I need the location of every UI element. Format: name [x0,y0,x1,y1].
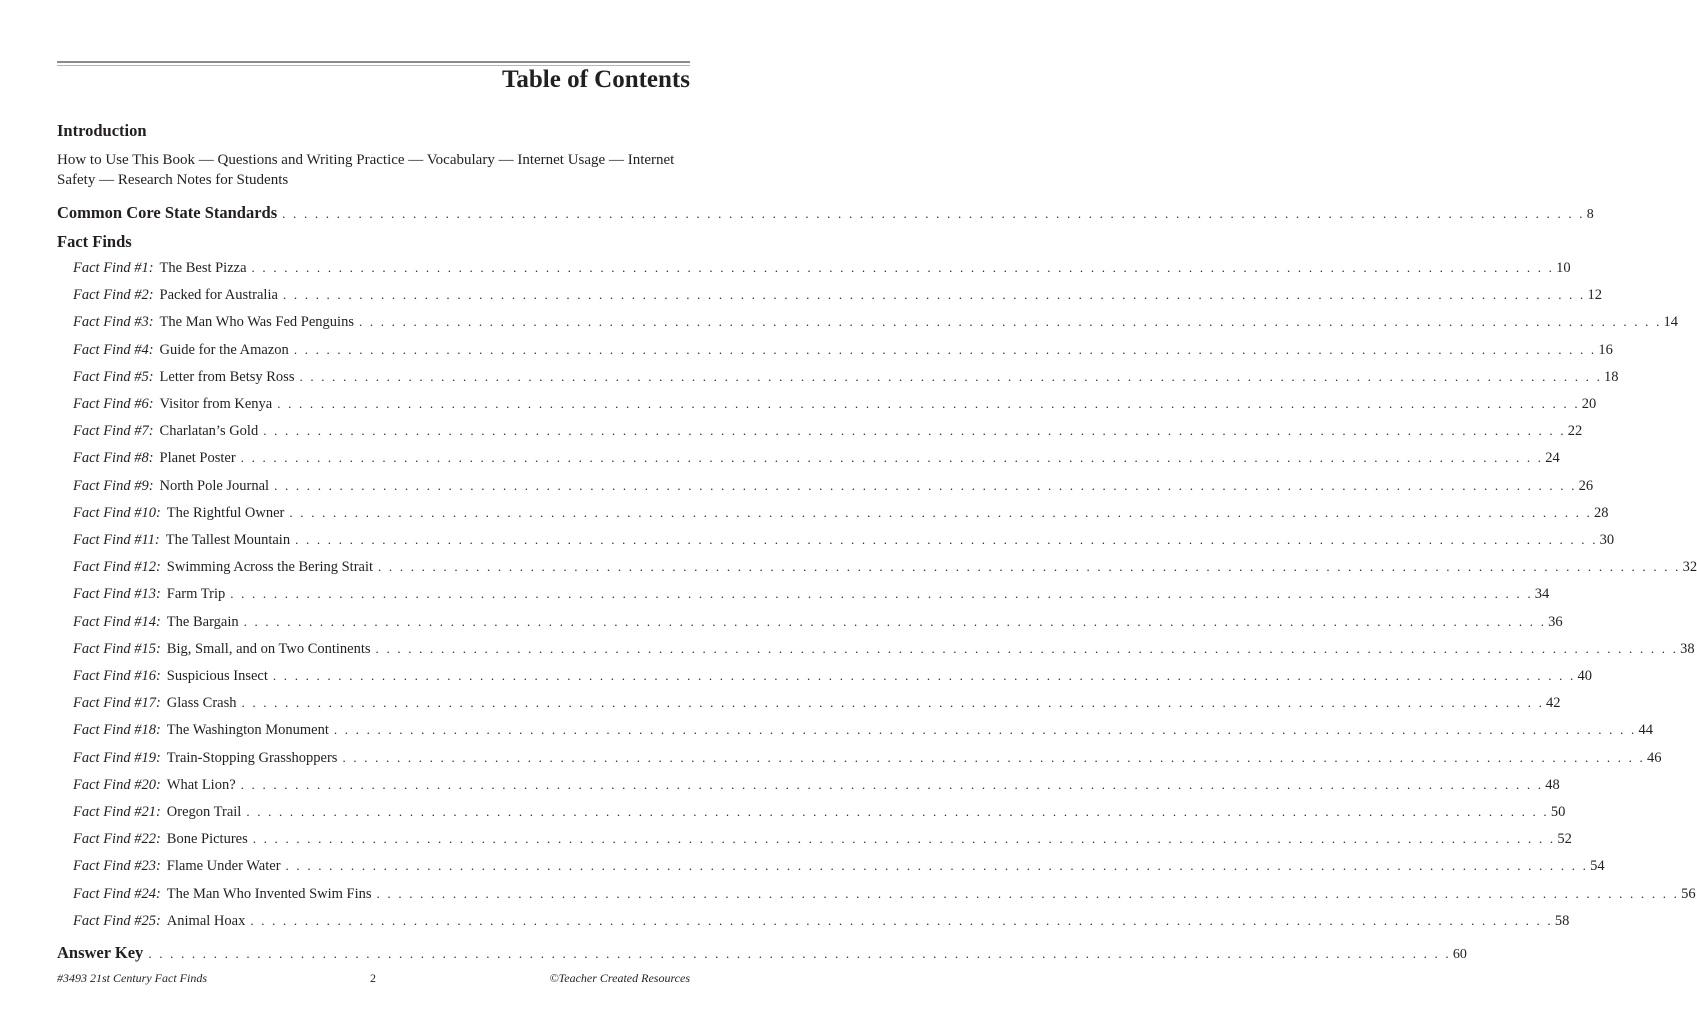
footer-copyright: ©Teacher Created Resources [549,971,690,985]
toc-page-number: 38 [1680,640,1695,657]
toc-page-number: 30 [1599,532,1615,548]
toc-entry-fact-find[interactable] [73,885,1696,908]
toc-entry-title: The Tallest Mountain [165,532,291,548]
dot-leader: . . . . . . . . . . . . . . . . . . . . . . . . . . . . . . . . . . . . . . . . . . . . . . . . . . . . . . . . . . . . . . . . . . . . . . . . . . . . . . . . . . . . . . . . . . . . . . . . . . . . . . . . . . . . . . . . . . . . . . . . [252,831,1556,847]
dot-leader: . . . . . . . . . . . . . . . . . . . . . . . . . . . . . . . . . . . . . . . . . . . . . . . . . . . . . . . . . . . . . . . . . . . . . . . . . . . . . . . . . . . . . . . . . . . . . . . . . . . . . . . . . . . . . . . . . . . . . . . . [277,396,1580,411]
toc-page-number: 52 [1557,831,1572,848]
dot-leader: . . . . . . . . . . . . . . . . . . . . . . . . . . . . . . . . . . . . . . . . . . . . . . . . . . . . . . . . . . . . . . . . . . . . . . . . . . . . . . . . . . . . . . . . . . . . . . . . . . . . . . . . . . . . . . . . . . . . . . . . [240,776,1544,792]
toc-entry-fact-find[interactable] [73,640,1695,663]
toc-entry-label: Fact Find #23: [73,858,161,875]
toc-entry-title: Bone Pictures [166,831,248,848]
dot-leader: . . . . . . . . . . . . . . . . . . . . . . . . . . . . . . . . . . . . . . . . . . . . . . . . . . . . . . . . . . . . . . . . . . . . . . . . . . . . . . . . . . . . . . . . . . . . . . . . . . . . . . . . . . . . . . . . . . . . . . . . [241,695,1545,711]
toc-entry-title: Oregon Trail [166,804,242,820]
toc-entry-fact-find[interactable] [73,532,1615,554]
toc-entry-label: Fact Find #3: [73,314,154,331]
toc-entry-title: Suspicious Insect [166,668,268,684]
toc-entry-fact-find[interactable] [73,477,1594,500]
toc-page-number: 40 [1577,668,1592,684]
dot-leader: . . . . . . . . . . . . . . . . . . . . . . . . . . . . . . . . . . . . . . . . . . . . . . . . . . . . . . . . . . . . . . . . . . . . . . . . . . . . . . . . . . . . . . . . . . . . . . . . . . . . . . . . . . . . . . . . . . . . . . . . [246,804,1549,819]
toc-entry-fact-find[interactable] [73,341,1613,364]
toc-entry-title: Common Core State Standards [57,203,278,222]
dot-leader: . . . . . . . . . . . . . . . . . . . . . . . . . . . . . . . . . . . . . . . . . . . . . . . . . . . . . . . . . . . . . . . . . . . . . . . . . . . . . . . . . . . . . . . . . . . . . . . . . . . . . . . . . . . . . . . . . . . . . . . . [333,722,1637,738]
toc-entry-fact-find[interactable] [73,314,1679,336]
toc-entry-label: Fact Find #2: [73,287,154,304]
toc-entry-label: Fact Find #9: [73,477,154,494]
toc-entry-title: Glass Crash [166,695,237,712]
toc-entry-title: Planet Poster [159,450,236,467]
toc-entry-fact-find[interactable] [73,260,1571,282]
toc-entry-label: Fact Find #11: [73,532,160,548]
toc-page-number: 60 [1452,947,1467,962]
toc-page-number: 24 [1545,450,1560,467]
toc-entry-title: Train-Stopping Grasshoppers [166,749,338,766]
toc-entry-fact-find[interactable] [73,368,1619,391]
toc-entry-fact-find[interactable] [73,613,1563,636]
toc-entry-fact-find[interactable] [73,722,1653,744]
toc-entry-answer-key[interactable] [57,943,1467,965]
toc-entry-label: Fact Find #24: [73,885,161,902]
toc-entry-title: What Lion? [166,776,236,793]
page-title: Table of Contents [502,66,690,93]
toc-page-number: 50 [1550,804,1566,820]
dot-leader: . . . . . . . . . . . . . . . . . . . . . . . . . . . . . . . . . . . . . . . . . . . . . . . . . . . . . . . . . . . . . . . . . . . . . . . . . . . . . . . . . . . . . . . . . . . . . . . . . . . . . . . . . . . . . . . . . . . . . . . . [358,314,1662,330]
dot-leader: . . . . . . . . . . . . . . . . . . . . . . . . . . . . . . . . . . . . . . . . . . . . . . . . . . . . . . . . . . . . . . . . . . . . . . . . . . . . . . . . . . . . . . . . . . . . . . . . . . . . . . . . . . . . . . . . . . . . . . . . [263,423,1566,439]
toc-entry-fact-find[interactable] [73,586,1550,608]
dot-leader: . . . . . . . . . . . . . . . . . . . . . . . . . . . . . . . . . . . . . . . . . . . . . . . . . . . . . . . . . . . . . . . . . . . . . . . . . . . . . . . . . . . . . . . . . . . . . . . . . . . . . . . . . . . . . . . . . . . . . . . . [376,885,1680,901]
dot-leader: . . . . . . . . . . . . . . . . . . . . . . . . . . . . . . . . . . . . . . . . . . . . . . . . . . . . . . . . . . . . . . . . . . . . . . . . . . . . . . . . . . . . . . . . . . . . . . . . . . . . . . . . . . . . . . . . . . . . . . . . [250,912,1553,928]
toc-entry-title: The Rightful Owner [166,504,285,521]
dot-leader: . . . . . . . . . . . . . . . . . . . . . . . . . . . . . . . . . . . . . . . . . . . . . . . . . . . . . . . . . . . . . . . . . . . . . . . . . . . . . . . . . . . . . . . . . . . . . . . . . . . . . . . . . . . . . . . . . . . . . . . . [295,532,1598,547]
toc-entry-label: Fact Find #19: [73,749,161,766]
dot-leader: . . . . . . . . . . . . . . . . . . . . . . . . . . . . . . . . . . . . . . . . . . . . . . . . . . . . . . . . . . . . . . . . . . . . . . . . . . . . . . . . . . . . . . . . . . . . . . . . . . . . . . . . . . . . . . . . . . . . . . . . [293,341,1597,357]
toc-entry-title: Packed for Australia [159,287,278,304]
toc-entry-title: The Best Pizza [159,260,247,276]
header-rule-thick [57,61,690,63]
dot-leader: . . . . . . . . . . . . . . . . . . . . . . . . . . . . . . . . . . . . . . . . . . . . . . . . . . . . . . . . . . . . . . . . . . . . . . . . . . . . . . . . . . . . . . . . . . . . . . . . . . . . . . . . . . . . . . . . . . . . . . . . [230,586,1533,602]
toc-page-number: 20 [1581,396,1597,412]
dot-leader: . . . . . . . . . . . . . . . . . . . . . . . . . . . . . . . . . . . . . . . . . . . . . . . . . . . . . . . . . . . . . . . . . . . . . . . . . . . . . . . . . . . . . . . . . . . . . . . . . . . . . . . . . . . . . . . . . . . . . . . . [251,260,1555,275]
toc-entry-title: The Man Who Invented Swim Fins [166,885,372,902]
toc-entry-fact-find[interactable] [73,776,1560,799]
toc-entry-fact-find[interactable] [73,423,1583,445]
toc-entry-title: The Bargain [166,613,239,630]
dot-leader: . . . . . . . . . . . . . . . . . . . . . . . . . . . . . . . . . . . . . . . . . . . . . . . . . . . . . . . . . . . . . . . . . . . . . . . . . . . . . . . . . . . . . . . . . . . . . . . . . . . . . . . . . . . . . . . . . . . . . . . . [378,559,1681,575]
toc-entry-fact-find[interactable] [73,912,1570,935]
dot-leader: . . . . . . . . . . . . . . . . . . . . . . . . . . . . . . . . . . . . . . . . . . . . . . . . . . . . . . . . . . . . . . . . . . . . . . . . . . . . . . . . . . . . . . . . . . . . . . . . . . . . . . . . . . . . . . . . . . . . . . . . [282,206,1585,221]
toc-page-number: 42 [1546,695,1561,712]
toc-page-number: 56 [1681,885,1696,902]
toc-entry-title: Farm Trip [166,586,226,603]
toc-entry-label: Fact Find #13: [73,586,161,603]
introduction-text: How to Use This Book — Questions and Writing Practice — Vocabulary — Internet Usage — Internet Safety — Research Notes for Students [57,152,675,188]
toc-entry-fact-find[interactable] [73,396,1597,418]
toc-entry-label: Fact Find #8: [73,450,154,467]
toc-page-number: 58 [1554,912,1570,929]
toc-entry-label: Fact Find #18: [73,722,161,739]
toc-entry-label: Fact Find #1: [73,260,154,276]
dot-leader: . . . . . . . . . . . . . . . . . . . . . . . . . . . . . . . . . . . . . . . . . . . . . . . . . . . . . . . . . . . . . . . . . . . . . . . . . . . . . . . . . . . . . . . . . . . . . . . . . . . . . . . . . . . . . . . . . . . . . . . . [274,477,1577,493]
dot-leader: . . . . . . . . . . . . . . . . . . . . . . . . . . . . . . . . . . . . . . . . . . . . . . . . . . . . . . . . . . . . . . . . . . . . . . . . . . . . . . . . . . . . . . . . . . . . . . . . . . . . . . . . . . . . . . . . . . . . . . . . [243,613,1547,629]
toc-entry-label: Fact Find #16: [73,668,161,684]
toc-entry-label: Fact Find #14: [73,613,161,630]
dot-leader: . . . . . . . . . . . . . . . . . . . . . . . . . . . . . . . . . . . . . . . . . . . . . . . . . . . . . . . . . . . . . . . . . . . . . . . . . . . . . . . . . . . . . . . . . . . . . . . . . . . . . . . . . . . . . . . . . . . . . . . . [282,287,1586,303]
toc-entry-label: Fact Find #7: [73,423,154,440]
toc-entry-title: Animal Hoax [166,912,246,929]
toc-entry-title: Flame Under Water [166,858,281,875]
toc-entry-label: Fact Find #10: [73,504,161,521]
footer-book-title: #3493 21st Century Fact Finds [57,971,207,985]
toc-page-number: 32 [1682,559,1697,576]
toc-entry-fact-find[interactable] [73,695,1561,717]
toc-entry-title: The Washington Monument [166,722,329,739]
toc-entry-fact-find[interactable] [73,450,1560,472]
toc-entry-fact-find[interactable] [73,858,1605,880]
toc-page-number: 44 [1638,722,1653,739]
toc-entry-fact-find[interactable] [73,504,1609,527]
toc-page-number: 36 [1548,613,1563,630]
toc-entry-label: Fact Find #25: [73,912,161,929]
dot-leader: . . . . . . . . . . . . . . . . . . . . . . . . . . . . . . . . . . . . . . . . . . . . . . . . . . . . . . . . . . . . . . . . . . . . . . . . . . . . . . . . . . . . . . . . . . . . . . . . . . . . . . . . . . . . . . . . . . . . . . . . [148,946,1451,961]
dot-leader: . . . . . . . . . . . . . . . . . . . . . . . . . . . . . . . . . . . . . . . . . . . . . . . . . . . . . . . . . . . . . . . . . . . . . . . . . . . . . . . . . . . . . . . . . . . . . . . . . . . . . . . . . . . . . . . . . . . . . . . . [272,668,1576,683]
toc-page-number: 12 [1587,287,1602,304]
dot-leader: . . . . . . . . . . . . . . . . . . . . . . . . . . . . . . . . . . . . . . . . . . . . . . . . . . . . . . . . . . . . . . . . . . . . . . . . . . . . . . . . . . . . . . . . . . . . . . . . . . . . . . . . . . . . . . . . . . . . . . . . [240,450,1544,466]
toc-entry-title: Big, Small, and on Two Continents [166,640,371,657]
toc-entry-fact-find[interactable] [73,749,1662,772]
toc-entry-label: Fact Find #5: [73,368,154,385]
footer-page-number: 2 [370,971,376,985]
dot-leader: . . . . . . . . . . . . . . . . . . . . . . . . . . . . . . . . . . . . . . . . . . . . . . . . . . . . . . . . . . . . . . . . . . . . . . . . . . . . . . . . . . . . . . . . . . . . . . . . . . . . . . . . . . . . . . . . . . . . . . . . [289,504,1592,520]
toc-entry-label: Fact Find #17: [73,695,161,712]
toc-entry-common-core[interactable] [57,203,1594,225]
toc-entry-title: Guide for the Amazon [159,341,289,358]
toc-entry-title: Letter from Betsy Ross [159,368,295,385]
toc-page-number: 22 [1567,423,1583,440]
toc-entry-fact-find[interactable] [73,804,1566,826]
toc-entry-title: Charlatan’s Gold [159,423,259,440]
toc-entry-fact-find[interactable] [73,668,1592,690]
dot-leader: . . . . . . . . . . . . . . . . . . . . . . . . . . . . . . . . . . . . . . . . . . . . . . . . . . . . . . . . . . . . . . . . . . . . . . . . . . . . . . . . . . . . . . . . . . . . . . . . . . . . . . . . . . . . . . . . . . . . . . . . [375,640,1679,656]
dot-leader: . . . . . . . . . . . . . . . . . . . . . . . . . . . . . . . . . . . . . . . . . . . . . . . . . . . . . . . . . . . . . . . . . . . . . . . . . . . . . . . . . . . . . . . . . . . . . . . . . . . . . . . . . . . . . . . . . . . . . . . . [285,858,1589,874]
toc-entry-label: Fact Find #20: [73,776,161,793]
dot-leader: . . . . . . . . . . . . . . . . . . . . . . . . . . . . . . . . . . . . . . . . . . . . . . . . . . . . . . . . . . . . . . . . . . . . . . . . . . . . . . . . . . . . . . . . . . . . . . . . . . . . . . . . . . . . . . . . . . . . . . . . [299,368,1603,384]
toc-entry-fact-find[interactable] [73,287,1602,309]
dot-leader: . . . . . . . . . . . . . . . . . . . . . . . . . . . . . . . . . . . . . . . . . . . . . . . . . . . . . . . . . . . . . . . . . . . . . . . . . . . . . . . . . . . . . . . . . . . . . . . . . . . . . . . . . . . . . . . . . . . . . . . . [342,749,1646,765]
toc-entry-title: Answer Key [57,943,144,962]
toc-page-number: 16 [1598,341,1613,358]
fact-finds-heading: Fact Finds [57,232,132,251]
toc-entry-label: Fact Find #15: [73,640,161,657]
toc-page-number: 18 [1604,368,1619,385]
toc-entry-title: The Man Who Was Fed Penguins [159,314,354,331]
toc-entry-label: Fact Find #21: [73,804,161,820]
toc-page-number: 26 [1578,477,1594,494]
toc-page-number: 14 [1663,314,1679,331]
toc-entry-title: North Pole Journal [159,477,270,494]
toc-page-number: 28 [1593,504,1609,521]
toc-entry-title: Visitor from Kenya [159,396,273,412]
toc-entry-label: Fact Find #22: [73,831,161,848]
toc-entry-label: Fact Find #12: [73,559,161,576]
toc-page-number: 46 [1647,749,1662,766]
toc-page-number: 54 [1590,858,1605,875]
toc-entry-label: Fact Find #4: [73,341,154,358]
toc-entry-label: Fact Find #6: [73,396,154,412]
introduction-heading: Introduction [57,121,147,140]
toc-page-number: 8 [1586,207,1594,222]
toc-entry-fact-find[interactable] [73,831,1572,853]
toc-page-number: 48 [1545,776,1560,793]
toc-page-number: 10 [1556,260,1571,276]
toc-entry-title: Swimming Across the Bering Strait [166,559,374,576]
toc-page-number: 34 [1534,586,1550,603]
toc-entry-fact-find[interactable] [73,559,1697,581]
